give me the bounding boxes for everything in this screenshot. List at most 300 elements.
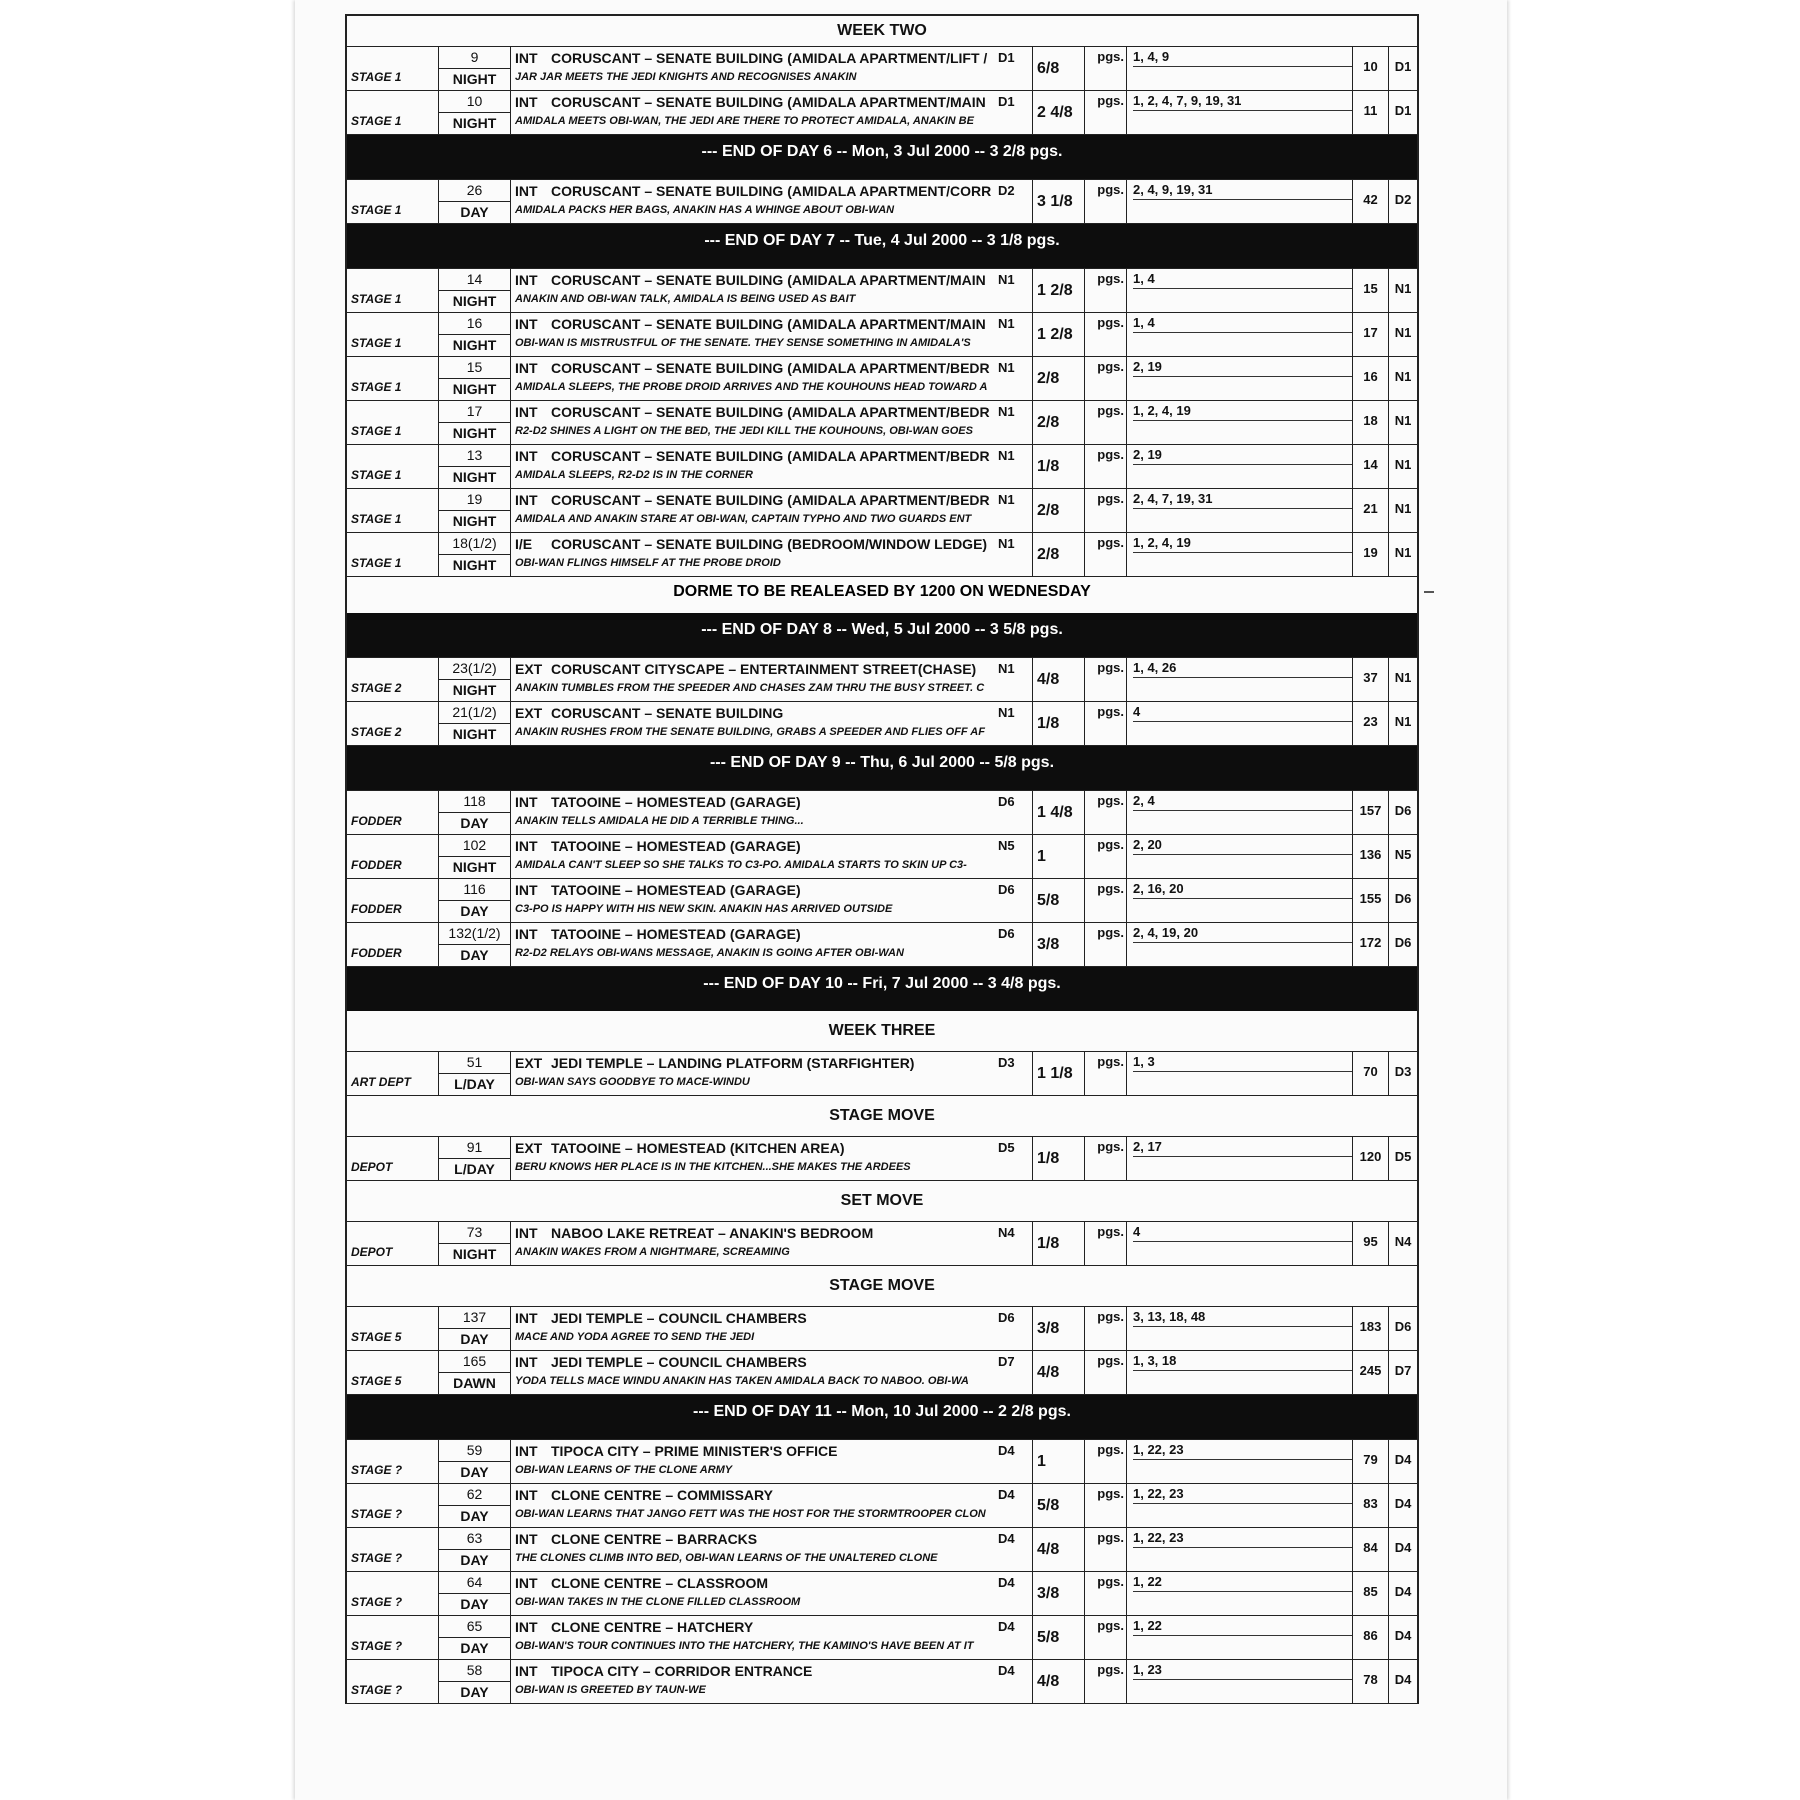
scene-heading <box>515 1222 1032 1244</box>
int-ext: INT <box>515 1443 538 1459</box>
scene-heading <box>515 47 1032 69</box>
location: TATOOINE – HOMESTEAD (GARAGE) <box>551 926 801 942</box>
scene-description <box>511 1440 1033 1483</box>
scene-row <box>347 1528 1417 1572</box>
time-of-day: DAY <box>460 1684 489 1700</box>
scene-heading <box>515 1528 1032 1550</box>
day-code: N1 <box>1394 714 1412 729</box>
int-ext: INT <box>515 360 538 376</box>
scene-cell <box>439 269 511 312</box>
scene-number: 19 <box>439 489 510 511</box>
location: CORUSCANT – SENATE BUILDING (AMIDALA APARTMENT/MAIN <box>551 272 986 288</box>
scene-cell <box>439 1222 511 1265</box>
scene-number: 91 <box>439 1137 510 1159</box>
int-ext: I/E <box>515 536 533 552</box>
sequence-number: 136 <box>1353 835 1389 878</box>
location: CORUSCANT – SENATE BUILDING <box>551 705 784 721</box>
sequence-number: 21 <box>1353 489 1389 532</box>
location: TIPOCA CITY – PRIME MINISTER'S OFFICE <box>551 1443 838 1459</box>
int-ext: INT <box>515 926 538 942</box>
scene-number: 62 <box>439 1484 510 1506</box>
int-ext: INT <box>515 183 538 199</box>
time-of-day: NIGHT <box>452 859 497 875</box>
scene-row <box>347 533 1417 577</box>
day-code: D7 <box>1394 1363 1412 1378</box>
stage-cell: FODDER <box>347 879 439 922</box>
story-day: D6 <box>998 926 1015 941</box>
stage-cell: STAGE ? <box>347 1528 439 1571</box>
sequence-number: 78 <box>1353 1660 1389 1703</box>
day-code: N1 <box>1394 413 1412 428</box>
cast-cell <box>1127 1307 1353 1350</box>
time-of-day: NIGHT <box>452 513 497 529</box>
synopsis: YODA TELLS MACE WINDU ANAKIN HAS TAKEN AMIDALA BACK TO NABOO. OBI-WA <box>515 1375 969 1387</box>
scene-row <box>347 1616 1417 1660</box>
int-ext: INT <box>515 1619 538 1635</box>
pgs-label: pgs. <box>1085 1484 1127 1527</box>
time-of-day: NIGHT <box>452 425 497 441</box>
stage-cell: STAGE ? <box>347 1572 439 1615</box>
cast-cell <box>1127 1351 1353 1394</box>
scene-heading <box>515 702 1032 724</box>
synopsis: OBI-WAN TAKES IN THE CLONE FILLED CLASSROOM <box>515 1596 801 1608</box>
scene-row <box>347 1439 1417 1484</box>
pgs-label: pgs. <box>1085 401 1127 444</box>
story-day: D4 <box>998 1531 1015 1546</box>
sequence-number: 172 <box>1353 923 1389 966</box>
scene-heading <box>515 1137 1032 1159</box>
sequence-number: 86 <box>1353 1616 1389 1659</box>
page-count: 1/8 <box>1033 702 1085 745</box>
stage-cell: STAGE 1 <box>347 357 439 400</box>
cast-cell <box>1127 401 1353 444</box>
synopsis: OBI-WAN IS MISTRUSTFUL OF THE SENATE. THEY SENSE SOMETHING IN AMIDALA'S <box>515 337 971 349</box>
cast-cell <box>1127 1440 1353 1483</box>
sequence-number: 10 <box>1353 47 1389 90</box>
scene-cell <box>439 91 511 134</box>
scene-cell <box>439 313 511 356</box>
scene-description <box>511 533 1033 576</box>
location: CORUSCANT – SENATE BUILDING (AMIDALA APARTMENT/BEDR <box>551 404 990 420</box>
int-ext: INT <box>515 316 538 332</box>
scene-cell <box>439 1484 511 1527</box>
location: CORUSCANT – SENATE BUILDING (AMIDALA APARTMENT/LIFT / <box>551 50 988 66</box>
stage-cell: STAGE 2 <box>347 702 439 745</box>
scene-cell <box>439 1307 511 1350</box>
pgs-label: pgs. <box>1085 1660 1127 1703</box>
int-ext: INT <box>515 492 538 508</box>
scene-row <box>347 1136 1417 1181</box>
scene-description <box>511 269 1033 312</box>
scene-heading <box>515 269 1032 291</box>
page-count: 2/8 <box>1033 401 1085 444</box>
cast-cell <box>1127 1660 1353 1703</box>
section-heading: SET MOVE <box>840 1192 924 1209</box>
location: TATOOINE – HOMESTEAD (KITCHEN AREA) <box>551 1140 845 1156</box>
story-day: N5 <box>998 838 1015 853</box>
story-day: D1 <box>998 50 1015 65</box>
page-count: 5/8 <box>1033 1616 1085 1659</box>
cast-cell <box>1127 923 1353 966</box>
day-code: D4 <box>1394 1584 1412 1599</box>
scene-number: 116 <box>439 879 510 901</box>
scene-row <box>347 445 1417 489</box>
scene-number: 165 <box>439 1351 510 1373</box>
sequence-number: 120 <box>1353 1137 1389 1180</box>
sequence-number: 14 <box>1353 445 1389 488</box>
cast-ids: 1, 4 <box>1133 271 1352 289</box>
pgs-label: pgs. <box>1085 1307 1127 1350</box>
int-ext: INT <box>515 1531 538 1547</box>
cast-ids: 2, 20 <box>1133 837 1352 855</box>
cast-ids: 1, 22, 23 <box>1133 1442 1352 1460</box>
scene-row <box>347 923 1417 967</box>
story-day: D5 <box>998 1140 1015 1155</box>
end-of-day-banner: --- END OF DAY 9 -- Thu, 6 Jul 2000 -- 5/8 pgs. <box>347 746 1417 790</box>
pgs-label: pgs. <box>1085 1222 1127 1265</box>
synopsis: THE CLONES CLIMB INTO BED, OBI-WAN LEARNS OF THE UNALTERED CLONE <box>515 1552 938 1564</box>
time-of-day: DAY <box>460 1640 489 1656</box>
scene-row <box>347 1351 1417 1395</box>
scene-number: 23(1/2) <box>439 658 510 680</box>
story-day: D4 <box>998 1443 1015 1458</box>
page-count: 1 4/8 <box>1033 791 1085 834</box>
pgs-label: pgs. <box>1085 702 1127 745</box>
scene-number: 65 <box>439 1616 510 1638</box>
story-day: D6 <box>998 1310 1015 1325</box>
cast-cell <box>1127 1616 1353 1659</box>
time-of-day: DAY <box>460 815 489 831</box>
scene-cell <box>439 702 511 745</box>
location: CORUSCANT – SENATE BUILDING (AMIDALA APARTMENT/BEDR <box>551 448 990 464</box>
scene-description <box>511 702 1033 745</box>
location: TIPOCA CITY – CORRIDOR ENTRANCE <box>551 1663 813 1679</box>
scene-cell <box>439 1528 511 1571</box>
story-day: D4 <box>998 1487 1015 1502</box>
int-ext: INT <box>515 794 538 810</box>
scene-description <box>511 1052 1033 1095</box>
pgs-label: pgs. <box>1085 1440 1127 1483</box>
story-day: D4 <box>998 1575 1015 1590</box>
scene-row <box>347 1051 1417 1096</box>
day-code: N1 <box>1394 501 1412 516</box>
section-heading: WEEK THREE <box>828 1022 936 1039</box>
time-of-day: NIGHT <box>452 469 497 485</box>
cast-ids: 2, 4 <box>1133 793 1352 811</box>
sequence-number: 183 <box>1353 1307 1389 1350</box>
story-day: N1 <box>998 272 1015 287</box>
time-of-day: DAY <box>460 1331 489 1347</box>
cast-ids: 4 <box>1133 1224 1352 1242</box>
scene-row <box>347 179 1417 224</box>
time-of-day: NIGHT <box>452 381 497 397</box>
end-of-day-banner: --- END OF DAY 10 -- Fri, 7 Jul 2000 -- 3 4/8 pgs. <box>347 967 1417 1011</box>
scene-heading <box>515 879 1032 901</box>
pgs-label: pgs. <box>1085 1351 1127 1394</box>
int-ext: INT <box>515 272 538 288</box>
pgs-label: pgs. <box>1085 1528 1127 1571</box>
stage-cell: STAGE 1 <box>347 445 439 488</box>
stage-cell: FODDER <box>347 835 439 878</box>
story-day: N1 <box>998 404 1015 419</box>
stage-cell: STAGE 1 <box>347 489 439 532</box>
pgs-label: pgs. <box>1085 445 1127 488</box>
synopsis: OBI-WAN FLINGS HIMSELF AT THE PROBE DROID <box>515 557 781 569</box>
sequence-number: 16 <box>1353 357 1389 400</box>
page-count: 4/8 <box>1033 658 1085 701</box>
cast-ids: 1, 4, 9 <box>1133 49 1352 67</box>
scene-cell <box>439 835 511 878</box>
int-ext: EXT <box>515 705 543 721</box>
scene-row <box>347 313 1417 357</box>
sequence-number: 79 <box>1353 1440 1389 1483</box>
day-code: N1 <box>1394 457 1412 472</box>
time-of-day: DAWN <box>453 1375 496 1391</box>
time-of-day: NIGHT <box>452 293 497 309</box>
cast-cell <box>1127 91 1353 134</box>
synopsis: AMIDALA SLEEPS, THE PROBE DROID ARRIVES AND THE KOUHOUNS HEAD TOWARD A <box>515 381 988 393</box>
synopsis: AMIDALA MEETS OBI-WAN, THE JEDI ARE THERE TO PROTECT AMIDALA, ANAKIN BE <box>515 115 974 127</box>
scene-number: 26 <box>439 180 510 202</box>
scene-cell <box>439 445 511 488</box>
sequence-number: 157 <box>1353 791 1389 834</box>
sequence-number: 155 <box>1353 879 1389 922</box>
sequence-number: 95 <box>1353 1222 1389 1265</box>
sequence-number: 37 <box>1353 658 1389 701</box>
synopsis: AMIDALA CAN'T SLEEP SO SHE TALKS TO C3-PO. AMIDALA STARTS TO SKIN UP C3- <box>515 859 967 871</box>
cast-ids: 1, 3 <box>1133 1054 1352 1072</box>
cast-cell <box>1127 269 1353 312</box>
scene-number: 13 <box>439 445 510 467</box>
section-heading: WEEK TWO <box>837 22 927 39</box>
stage-cell: DEPOT <box>347 1222 439 1265</box>
page-count: 1 1/8 <box>1033 1052 1085 1095</box>
scene-number: 59 <box>439 1440 510 1462</box>
story-day: N1 <box>998 536 1015 551</box>
int-ext: INT <box>515 94 538 110</box>
scene-number: 14 <box>439 269 510 291</box>
scene-heading <box>515 445 1032 467</box>
pgs-label: pgs. <box>1085 923 1127 966</box>
location: JEDI TEMPLE – COUNCIL CHAMBERS <box>551 1310 807 1326</box>
scene-description <box>511 401 1033 444</box>
scene-description <box>511 923 1033 966</box>
scene-heading <box>515 791 1032 813</box>
day-code: D4 <box>1394 1540 1412 1555</box>
scene-cell <box>439 791 511 834</box>
page-count: 3 1/8 <box>1033 180 1085 223</box>
scene-number: 10 <box>439 91 510 113</box>
cast-ids: 1, 22, 23 <box>1133 1486 1352 1504</box>
day-code: D6 <box>1394 935 1412 950</box>
scene-description <box>511 1660 1033 1703</box>
pgs-label: pgs. <box>1085 91 1127 134</box>
scene-number: 118 <box>439 791 510 813</box>
location: JEDI TEMPLE – LANDING PLATFORM (STARFIGHTER) <box>551 1055 915 1071</box>
scene-row <box>347 657 1417 702</box>
page-count: 2/8 <box>1033 489 1085 532</box>
sequence-number: 245 <box>1353 1351 1389 1394</box>
location: CLONE CENTRE – BARRACKS <box>551 1531 758 1547</box>
stage-cell: ART DEPT <box>347 1052 439 1095</box>
stage-cell: STAGE ? <box>347 1616 439 1659</box>
day-code: D3 <box>1394 1064 1412 1079</box>
cast-cell <box>1127 1528 1353 1571</box>
scene-number: 15 <box>439 357 510 379</box>
day-code: N1 <box>1394 369 1412 384</box>
scene-cell <box>439 357 511 400</box>
scene-description <box>511 180 1033 223</box>
scene-heading <box>515 923 1032 945</box>
time-of-day: DAY <box>460 204 489 220</box>
pgs-label: pgs. <box>1085 489 1127 532</box>
location: CORUSCANT – SENATE BUILDING (AMIDALA APARTMENT/BEDR <box>551 492 990 508</box>
sequence-number: 15 <box>1353 269 1389 312</box>
time-of-day: NIGHT <box>452 682 497 698</box>
scene-heading <box>515 489 1032 511</box>
pgs-label: pgs. <box>1085 313 1127 356</box>
stage-cell: STAGE 5 <box>347 1351 439 1394</box>
pgs-label: pgs. <box>1085 1572 1127 1615</box>
location: CLONE CENTRE – CLASSROOM <box>551 1575 769 1591</box>
pgs-label: pgs. <box>1085 835 1127 878</box>
day-code: D2 <box>1394 192 1412 207</box>
synopsis: C3-PO IS HAPPY WITH HIS NEW SKIN. ANAKIN HAS ARRIVED OUTSIDE <box>515 903 893 915</box>
synopsis: OBI-WAN IS GREETED BY TAUN-WE <box>515 1684 706 1696</box>
synopsis: ANAKIN TELLS AMIDALA HE DID A TERRIBLE THING... <box>515 815 804 827</box>
pgs-label: pgs. <box>1085 357 1127 400</box>
cast-cell <box>1127 47 1353 90</box>
page-count: 2/8 <box>1033 533 1085 576</box>
synopsis: JAR JAR MEETS THE JEDI KNIGHTS AND RECOGNISES ANAKIN <box>515 71 857 83</box>
day-code: N1 <box>1394 325 1412 340</box>
cast-ids: 2, 4, 19, 20 <box>1133 925 1352 943</box>
scene-row <box>347 702 1417 746</box>
cast-cell <box>1127 1572 1353 1615</box>
int-ext: INT <box>515 1663 538 1679</box>
synopsis: OBI-WAN SAYS GOODBYE TO MACE-WINDU <box>515 1076 750 1088</box>
story-day: N1 <box>998 661 1015 676</box>
synopsis: OBI-WAN LEARNS THAT JANGO FETT WAS THE HOST FOR THE STORMTROOPER CLON <box>515 1508 986 1520</box>
day-code: D4 <box>1394 1452 1412 1467</box>
scene-cell <box>439 1052 511 1095</box>
time-of-day: DAY <box>460 903 489 919</box>
scene-number: 64 <box>439 1572 510 1594</box>
day-code: N5 <box>1394 847 1412 862</box>
story-day: N1 <box>998 492 1015 507</box>
int-ext: EXT <box>515 661 543 677</box>
int-ext: INT <box>515 50 538 66</box>
page-count: 1 <box>1033 835 1085 878</box>
cast-cell <box>1127 791 1353 834</box>
int-ext: INT <box>515 448 538 464</box>
stage-cell: STAGE 1 <box>347 91 439 134</box>
time-of-day: DAY <box>460 1508 489 1524</box>
int-ext: INT <box>515 838 538 854</box>
cast-ids: 1, 22, 23 <box>1133 1530 1352 1548</box>
scene-row <box>347 879 1417 923</box>
int-ext: EXT <box>515 1055 543 1071</box>
scene-row <box>347 268 1417 313</box>
scene-row <box>347 1306 1417 1351</box>
cast-cell <box>1127 702 1353 745</box>
time-of-day: L/DAY <box>454 1076 495 1092</box>
page-count: 2 4/8 <box>1033 91 1085 134</box>
cast-cell <box>1127 445 1353 488</box>
stage-cell: STAGE 1 <box>347 47 439 90</box>
scene-number: 17 <box>439 401 510 423</box>
int-ext: INT <box>515 1575 538 1591</box>
cast-ids: 4 <box>1133 704 1352 722</box>
pgs-label: pgs. <box>1085 1052 1127 1095</box>
scene-row <box>347 835 1417 879</box>
cast-ids: 1, 2, 4, 7, 9, 19, 31 <box>1133 93 1352 111</box>
shooting-schedule <box>345 14 1419 1704</box>
scene-description <box>511 658 1033 701</box>
page-count: 3/8 <box>1033 923 1085 966</box>
day-code: D1 <box>1394 59 1412 74</box>
synopsis: R2-D2 RELAYS OBI-WANS MESSAGE, ANAKIN IS GOING AFTER OBI-WAN <box>515 947 904 959</box>
scene-cell <box>439 658 511 701</box>
scene-description <box>511 1222 1033 1265</box>
scene-cell <box>439 1660 511 1703</box>
scene-description <box>511 1137 1033 1180</box>
scene-cell <box>439 1616 511 1659</box>
scene-description <box>511 489 1033 532</box>
scene-description <box>511 1572 1033 1615</box>
scene-number: 18(1/2) <box>439 533 510 555</box>
scene-description <box>511 47 1033 90</box>
scene-row <box>347 1484 1417 1528</box>
cast-cell <box>1127 1222 1353 1265</box>
scene-row <box>347 401 1417 445</box>
day-code: D6 <box>1394 803 1412 818</box>
scene-heading <box>515 1660 1032 1682</box>
scene-number: 16 <box>439 313 510 335</box>
synopsis: ANAKIN TUMBLES FROM THE SPEEDER AND CHASES ZAM THRU THE BUSY STREET. C <box>515 682 985 694</box>
day-code: D4 <box>1394 1672 1412 1687</box>
sequence-number: 11 <box>1353 91 1389 134</box>
time-of-day: DAY <box>460 1552 489 1568</box>
location: NABOO LAKE RETREAT – ANAKIN'S BEDROOM <box>551 1225 874 1241</box>
scene-row <box>347 1221 1417 1266</box>
scene-number: 51 <box>439 1052 510 1074</box>
story-day: N1 <box>998 705 1015 720</box>
synopsis: ANAKIN WAKES FROM A NIGHTMARE, SCREAMING <box>515 1246 790 1258</box>
location: CORUSCANT – SENATE BUILDING (BEDROOM/WINDOW LEDGE) <box>551 536 988 552</box>
cast-ids: 2, 19 <box>1133 359 1352 377</box>
location: CORUSCANT CITYSCAPE – ENTERTAINMENT STREET(CHASE) <box>551 661 977 677</box>
pgs-label: pgs. <box>1085 1616 1127 1659</box>
day-code: D5 <box>1394 1149 1412 1164</box>
cast-cell <box>1127 357 1353 400</box>
scene-cell <box>439 47 511 90</box>
scene-number: 137 <box>439 1307 510 1329</box>
pgs-label: pgs. <box>1085 879 1127 922</box>
cast-ids: 1, 2, 4, 19 <box>1133 535 1352 553</box>
story-day: N1 <box>998 448 1015 463</box>
page-count: 5/8 <box>1033 1484 1085 1527</box>
scene-row <box>347 46 1417 91</box>
day-code: N1 <box>1394 545 1412 560</box>
stage-cell: STAGE ? <box>347 1484 439 1527</box>
scene-heading <box>515 401 1032 423</box>
cast-cell <box>1127 313 1353 356</box>
scene-heading <box>515 313 1032 335</box>
story-day: D6 <box>998 794 1015 809</box>
time-of-day: DAY <box>460 1596 489 1612</box>
location: CLONE CENTRE – COMMISSARY <box>551 1487 773 1503</box>
